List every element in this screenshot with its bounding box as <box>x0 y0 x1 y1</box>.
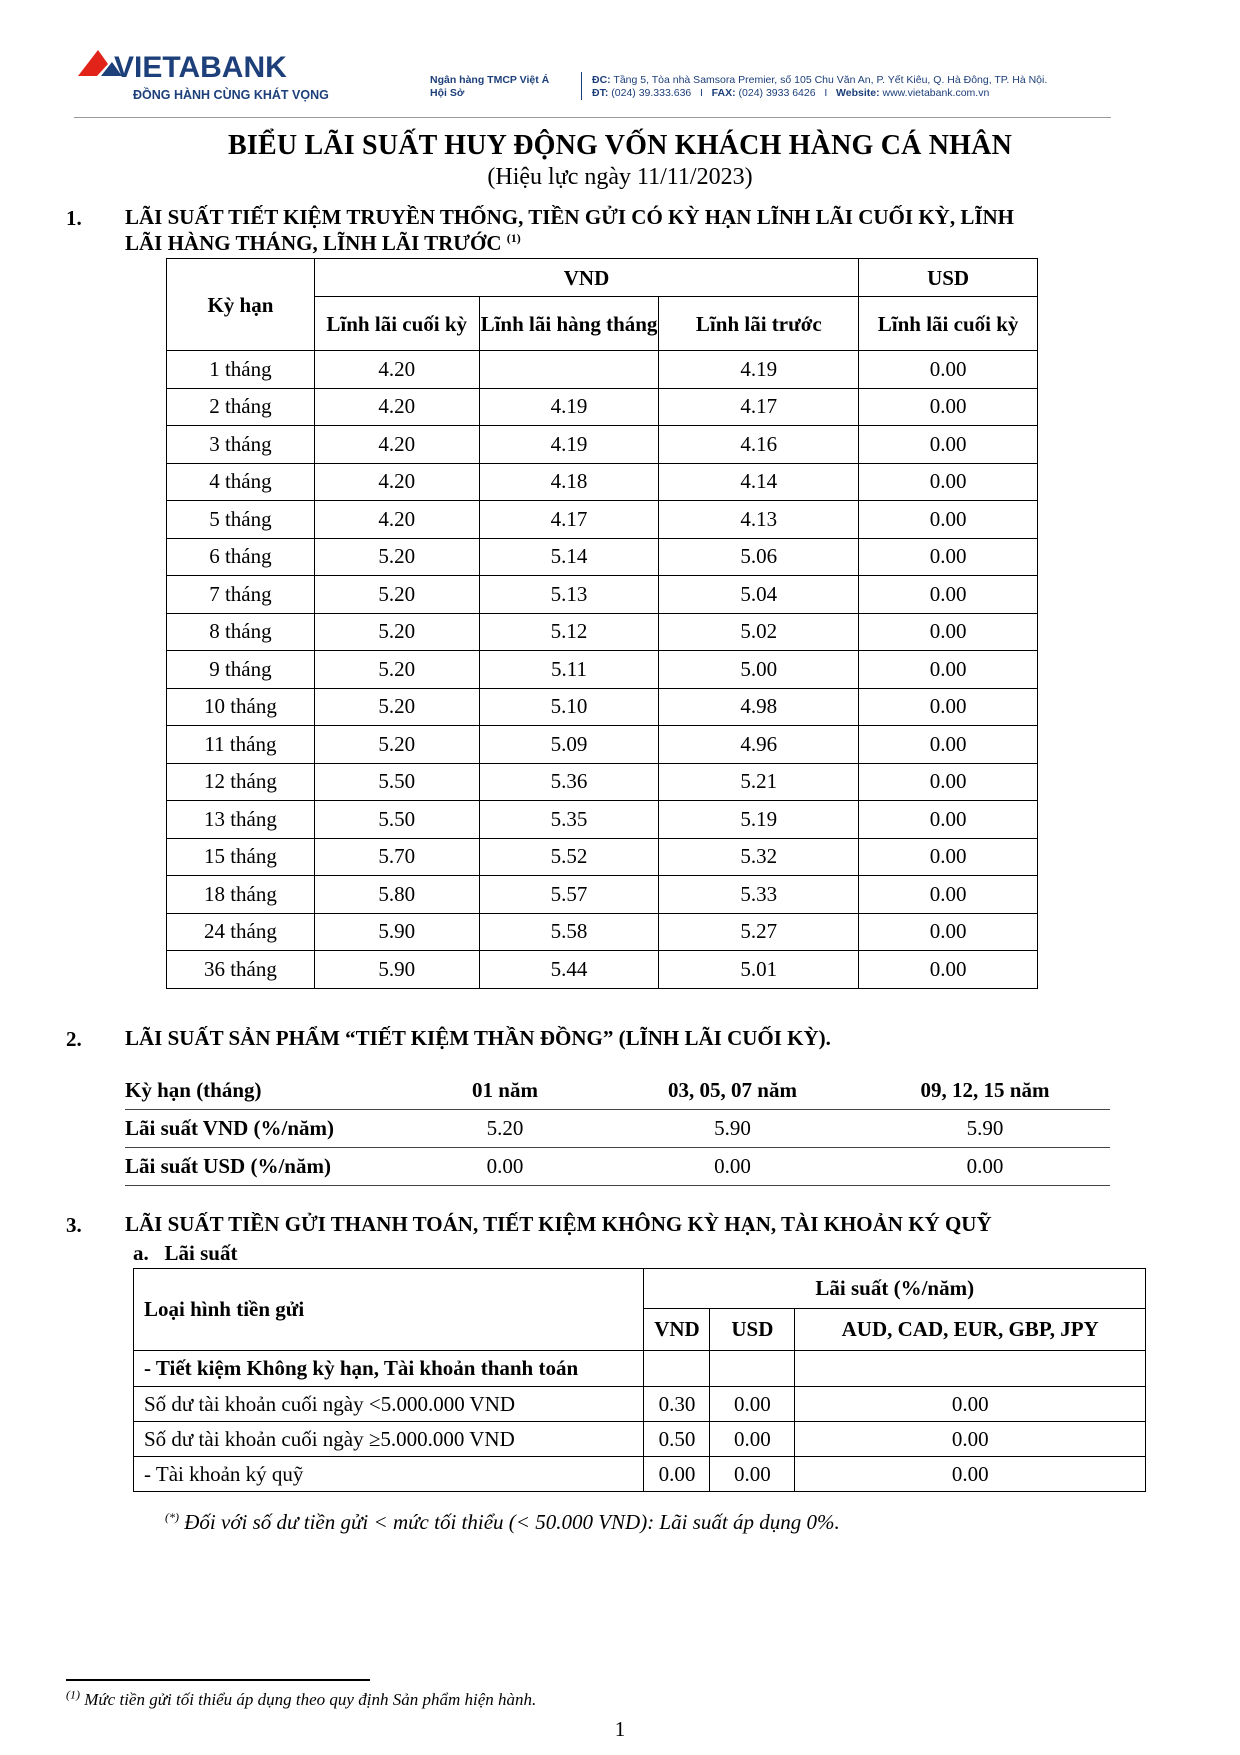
address-label: ĐC: <box>592 74 611 86</box>
usd-cell: 0.00 <box>859 688 1038 726</box>
col-end-of-term: Lĩnh lãi cuối kỳ <box>314 297 479 351</box>
rates-table-demand <box>133 1268 1146 1492</box>
rate-value-cell: 5.90 <box>860 1110 1110 1148</box>
prepaid-cell: 5.06 <box>659 538 859 576</box>
other-rate-cell: 0.00 <box>795 1387 1146 1422</box>
usd-cell: 0.00 <box>859 951 1038 989</box>
bank-contact: ĐC: Tầng 5, Tòa nhà Samsora Premier, số 105 Chu Văn An, P. Yết Kiêu, Q. Hà Đông, TP. Hà Nội. ĐT: (024) 39.333.636 I FAX: (024) 3933 6426 I Website: www.vietabank.com.vn <box>592 74 1048 99</box>
header-term-cell: 09, 12, 15 năm <box>860 1072 1110 1110</box>
note-text: Đối với số dư tiền gửi < mức tối thiểu (< 50.000 VND): Lãi suất áp dụng 0%. <box>179 1510 840 1534</box>
bank-logo <box>78 50 378 106</box>
table-row <box>167 838 1038 876</box>
logo-mark-icon <box>78 50 378 106</box>
prepaid-cell: 4.96 <box>659 726 859 764</box>
deposit-type-cell: Số dư tài khoản cuối ngày <5.000.000 VND <box>134 1387 644 1422</box>
term-cell: 7 tháng <box>167 576 315 614</box>
bank-name-line1: Ngân hàng TMCP Việt Á <box>430 74 550 86</box>
table-row <box>167 726 1038 764</box>
website[interactable]: www.vietabank.com.vn <box>882 87 990 99</box>
usd-cell: 0.00 <box>859 876 1038 914</box>
section1-title-line2: LÃI HÀNG THÁNG, LĨNH LÃI TRƯỚC <box>125 231 502 255</box>
monthly-cell: 5.57 <box>479 876 659 914</box>
vnd-rate-cell: 0.30 <box>644 1387 710 1422</box>
page-subtitle: (Hiệu lực ngày 11/11/2023) <box>487 164 753 190</box>
usd-cell: 0.00 <box>859 463 1038 501</box>
monthly-cell: 5.52 <box>479 838 659 876</box>
col-deposit-type: Loại hình tiền gửi <box>134 1269 644 1351</box>
header-divider <box>74 117 1111 118</box>
page-title: BIỂU LÃI SUẤT HUY ĐỘNG VỐN KHÁCH HÀNG CÁ NHÂN <box>227 130 1012 161</box>
table-row <box>125 1110 1110 1148</box>
bank-name <box>430 74 549 100</box>
phone: (024) 39.333.636 <box>611 87 692 99</box>
end-of-term-cell: 5.20 <box>314 576 479 614</box>
logo-text: VIETABANK <box>114 51 287 84</box>
section3-sub-letter: a. <box>133 1241 149 1265</box>
term-cell: 24 tháng <box>167 913 315 951</box>
group-vnd: VND <box>314 259 858 297</box>
section3-sub-title: Lãi suất <box>164 1241 238 1265</box>
page-number: 1 <box>614 1717 626 1741</box>
bank-name-line2: Hội Sở <box>430 87 465 99</box>
usd-rate-cell: 0.00 <box>710 1457 795 1492</box>
end-of-term-cell: 4.20 <box>314 501 479 539</box>
rate-value-cell: 0.00 <box>860 1148 1110 1186</box>
usd-rate-cell: 0.00 <box>710 1387 795 1422</box>
end-of-term-cell: 5.20 <box>314 726 479 764</box>
section1-number: 1. <box>66 206 82 230</box>
monthly-cell: 5.58 <box>479 913 659 951</box>
prepaid-cell: 4.16 <box>659 426 859 464</box>
other-rate-cell: 0.00 <box>795 1457 1146 1492</box>
monthly-cell: 4.18 <box>479 463 659 501</box>
table-row <box>167 688 1038 726</box>
header-label-cell: Kỳ hạn (tháng) <box>125 1072 405 1110</box>
table-row <box>167 501 1038 539</box>
term-cell: 13 tháng <box>167 801 315 839</box>
monthly-cell: 4.19 <box>479 426 659 464</box>
section1-title <box>125 204 1014 256</box>
section3-subtitle <box>133 1240 237 1266</box>
prepaid-cell: 5.04 <box>659 576 859 614</box>
prepaid-cell: 4.19 <box>659 351 859 389</box>
table-row <box>167 426 1038 464</box>
table-row <box>167 801 1038 839</box>
end-of-term-cell: 5.20 <box>314 688 479 726</box>
term-cell: 11 tháng <box>167 726 315 764</box>
end-of-term-cell: 5.50 <box>314 763 479 801</box>
end-of-term-cell: 5.90 <box>314 951 479 989</box>
monthly-cell: 5.11 <box>479 651 659 689</box>
usd-cell: 0.00 <box>859 351 1038 389</box>
prepaid-cell: 5.21 <box>659 763 859 801</box>
end-of-term-cell: 5.90 <box>314 913 479 951</box>
table-row <box>167 463 1038 501</box>
term-cell: 3 tháng <box>167 426 315 464</box>
usd-cell: 0.00 <box>859 613 1038 651</box>
table-row <box>167 351 1038 389</box>
col-usd: USD <box>710 1309 795 1351</box>
table-row <box>125 1148 1110 1186</box>
term-cell: 1 tháng <box>167 351 315 389</box>
term-cell: 6 tháng <box>167 538 315 576</box>
end-of-term-cell: 5.20 <box>314 613 479 651</box>
prepaid-cell: 4.13 <box>659 501 859 539</box>
deposit-type-cell: Số dư tài khoản cuối ngày ≥5.000.000 VND <box>134 1422 644 1457</box>
monthly-cell: 5.12 <box>479 613 659 651</box>
usd-rate-cell: 0.00 <box>710 1422 795 1457</box>
prepaid-cell: 5.19 <box>659 801 859 839</box>
table-row <box>167 913 1038 951</box>
end-of-term-cell: 4.20 <box>314 351 479 389</box>
monthly-cell: 5.13 <box>479 576 659 614</box>
table-row <box>167 951 1038 989</box>
table-row <box>167 613 1038 651</box>
usd-cell: 0.00 <box>859 913 1038 951</box>
section2-number: 2. <box>66 1027 82 1051</box>
rate-label-cell: Lãi suất USD (%/năm) <box>125 1148 405 1186</box>
header-term-cell: 01 năm <box>405 1072 605 1110</box>
term-cell: 5 tháng <box>167 501 315 539</box>
term-cell: 2 tháng <box>167 388 315 426</box>
header-term-cell: 03, 05, 07 năm <box>605 1072 860 1110</box>
table-row <box>134 1422 1146 1457</box>
vnd-rate-cell: 0.00 <box>644 1457 710 1492</box>
section3-title: LÃI SUẤT TIỀN GỬI THANH TOÁN, TIẾT KIỆM KHÔNG KỲ HẠN, TÀI KHOẢN KÝ QUỸ <box>125 1212 992 1236</box>
other-rate-cell: 0.00 <box>795 1422 1146 1457</box>
fax-label: FAX: <box>711 87 736 99</box>
usd-cell: 0.00 <box>859 538 1038 576</box>
usd-cell: 0.00 <box>859 763 1038 801</box>
usd-cell: 0.00 <box>859 651 1038 689</box>
prepaid-cell: 5.32 <box>659 838 859 876</box>
col-monthly: Lĩnh lãi hàng tháng <box>479 297 659 351</box>
phone-label: ĐT: <box>592 87 609 99</box>
term-cell: 8 tháng <box>167 613 315 651</box>
monthly-cell: 5.35 <box>479 801 659 839</box>
prepaid-cell: 5.00 <box>659 651 859 689</box>
rate-label-cell: Lãi suất VND (%/năm) <box>125 1110 405 1148</box>
header-separator <box>581 72 582 100</box>
end-of-term-cell: 5.20 <box>314 651 479 689</box>
deposit-type-cell: - Tài khoản ký quỹ <box>134 1457 644 1492</box>
vnd-rate-cell: 0.50 <box>644 1422 710 1457</box>
monthly-cell: 5.44 <box>479 951 659 989</box>
table-row <box>167 388 1038 426</box>
group-row-label: - Tiết kiệm Không kỳ hạn, Tài khoản thanh toán <box>134 1351 644 1387</box>
col-other-currencies: AUD, CAD, EUR, GBP, JPY <box>795 1309 1146 1351</box>
note-sup: (*) <box>165 1510 179 1524</box>
section3-note <box>165 1510 840 1535</box>
usd-cell: 0.00 <box>859 576 1038 614</box>
group-usd: USD <box>859 259 1038 297</box>
end-of-term-cell: 5.80 <box>314 876 479 914</box>
section1-footnote-ref: (1) <box>506 231 521 245</box>
table-row <box>134 1387 1146 1422</box>
table-header-row <box>125 1072 1110 1110</box>
fax: (024) 3933 6426 <box>738 87 816 99</box>
term-cell: 4 tháng <box>167 463 315 501</box>
monthly-cell: 4.19 <box>479 388 659 426</box>
prepaid-cell: 5.33 <box>659 876 859 914</box>
footnote-sup: (1) <box>66 1687 80 1702</box>
col-usd-end-of-term: Lĩnh lãi cuối kỳ <box>859 297 1038 351</box>
logo-slogan: ĐỒNG HÀNH CÙNG KHÁT VỌNG <box>133 88 329 102</box>
prepaid-cell: 4.98 <box>659 688 859 726</box>
rate-value-cell: 5.90 <box>605 1110 860 1148</box>
table-row <box>167 763 1038 801</box>
rates-table-than-dong <box>125 1072 1110 1186</box>
group-rate: Lãi suất (%/năm) <box>644 1269 1146 1309</box>
end-of-term-cell: 5.50 <box>314 801 479 839</box>
usd-cell: 0.00 <box>859 501 1038 539</box>
col-term: Kỳ hạn <box>167 259 315 351</box>
term-cell: 9 tháng <box>167 651 315 689</box>
col-vnd: VND <box>644 1309 710 1351</box>
term-cell: 15 tháng <box>167 838 315 876</box>
usd-cell: 0.00 <box>859 388 1038 426</box>
monthly-cell: 5.14 <box>479 538 659 576</box>
table-row <box>167 576 1038 614</box>
usd-cell: 0.00 <box>859 426 1038 464</box>
table-row <box>167 651 1038 689</box>
monthly-cell: 4.17 <box>479 501 659 539</box>
usd-cell: 0.00 <box>859 838 1038 876</box>
monthly-cell: 5.36 <box>479 763 659 801</box>
end-of-term-cell: 4.20 <box>314 388 479 426</box>
rates-table-traditional <box>166 258 1038 989</box>
prepaid-cell: 4.17 <box>659 388 859 426</box>
end-of-term-cell: 4.20 <box>314 426 479 464</box>
term-cell: 10 tháng <box>167 688 315 726</box>
prepaid-cell: 5.27 <box>659 913 859 951</box>
col-prepaid: Lĩnh lãi trước <box>659 297 859 351</box>
end-of-term-cell: 5.70 <box>314 838 479 876</box>
website-label: Website: <box>836 87 880 99</box>
address: Tầng 5, Tòa nhà Samsora Premier, số 105 Chu Văn An, P. Yết Kiêu, Q. Hà Đông, TP. Hà Nội. <box>613 74 1048 86</box>
monthly-cell <box>479 351 659 389</box>
rate-value-cell: 5.20 <box>405 1110 605 1148</box>
rate-value-cell: 0.00 <box>405 1148 605 1186</box>
monthly-cell: 5.09 <box>479 726 659 764</box>
prepaid-cell: 5.02 <box>659 613 859 651</box>
usd-cell: 0.00 <box>859 801 1038 839</box>
footnote <box>66 1687 537 1710</box>
prepaid-cell: 4.14 <box>659 463 859 501</box>
section1-title-line1: LÃI SUẤT TIẾT KIỆM TRUYỀN THỐNG, TIỀN GỬI CÓ KỲ HẠN LĨNH LÃI CUỐI KỲ, LĨNH <box>125 205 1014 229</box>
term-cell: 36 tháng <box>167 951 315 989</box>
footnote-text: Mức tiền gửi tối thiểu áp dụng theo quy định Sản phẩm hiện hành. <box>80 1690 537 1709</box>
end-of-term-cell: 4.20 <box>314 463 479 501</box>
monthly-cell: 5.10 <box>479 688 659 726</box>
end-of-term-cell: 5.20 <box>314 538 479 576</box>
rate-value-cell: 0.00 <box>605 1148 860 1186</box>
term-cell: 18 tháng <box>167 876 315 914</box>
table-row <box>134 1457 1146 1492</box>
section3-number: 3. <box>66 1213 82 1237</box>
table-row <box>167 876 1038 914</box>
term-cell: 12 tháng <box>167 763 315 801</box>
table-row <box>167 538 1038 576</box>
prepaid-cell: 5.01 <box>659 951 859 989</box>
section2-title: LÃI SUẤT SẢN PHẨM “TIẾT KIỆM THẦN ĐỒNG” (LĨNH LÃI CUỐI KỲ). <box>125 1026 831 1050</box>
footnote-divider <box>66 1679 370 1681</box>
usd-cell: 0.00 <box>859 726 1038 764</box>
